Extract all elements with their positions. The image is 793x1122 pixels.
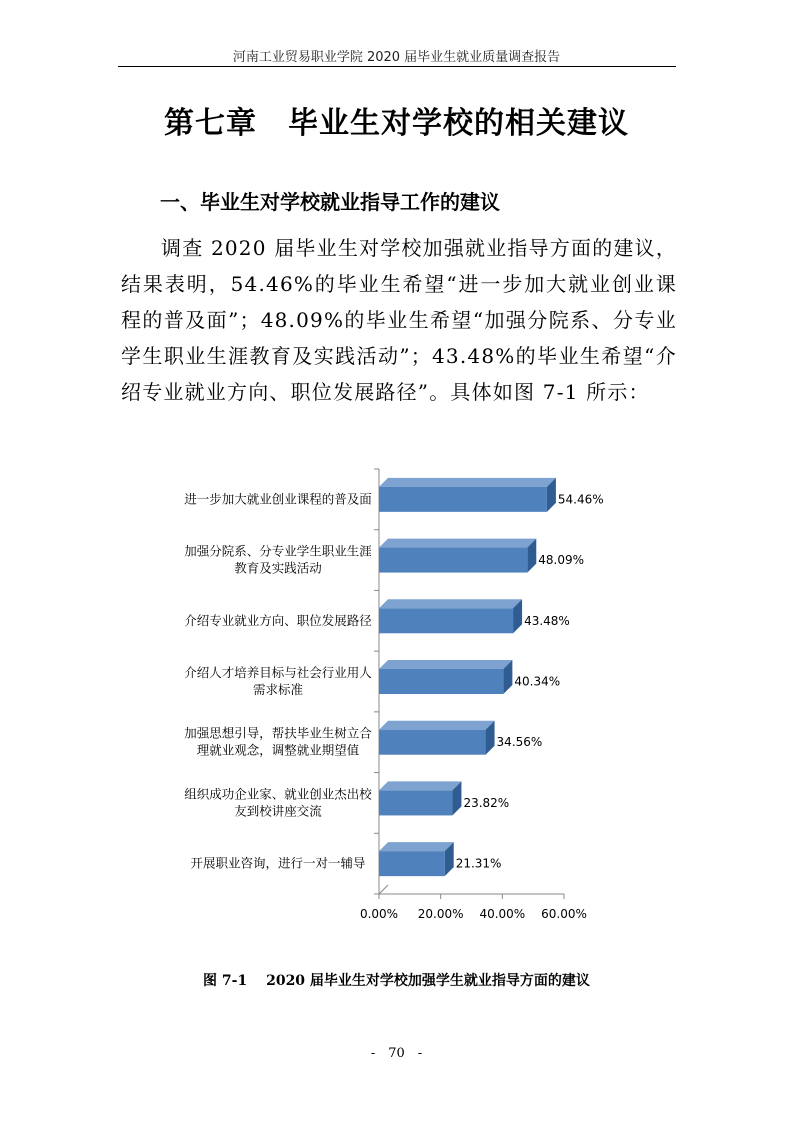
bar — [379, 487, 547, 512]
category-label: 介绍人才培养目标与社会行业用人 — [184, 665, 372, 680]
chapter-title: 第七章 毕业生对学校的相关建议 — [164, 106, 629, 141]
category-label: 介绍专业就业方向、职位发展路径 — [184, 612, 372, 628]
bar-top-face — [379, 842, 454, 851]
x-tick-label: 60.00% — [541, 907, 587, 920]
category-label: 教育及实践活动 — [234, 560, 322, 576]
bar-top-face — [379, 660, 512, 669]
category-label: 开展职业咨询，进行一对一辅导 — [190, 855, 366, 871]
page-number: - 70 - — [370, 1046, 423, 1061]
bar-top-face — [379, 781, 461, 790]
running-header: 河南工业贸易职业学院 2020 届毕业生就业质量调查报告 — [232, 50, 561, 65]
bar-top-face — [379, 478, 556, 487]
bar-value-label: 40.34% — [514, 674, 561, 689]
bar-top-face — [379, 539, 536, 548]
bar — [379, 730, 486, 755]
header-rule — [118, 66, 676, 67]
bar — [379, 790, 452, 815]
bar — [379, 851, 445, 876]
category-label: 进一步加大就业创业课程的普及面 — [184, 491, 372, 507]
bar-value-label: 21.31% — [455, 856, 502, 871]
bar-value-label: 23.82% — [463, 795, 510, 810]
bar-top-face — [379, 599, 522, 608]
suggestion-bar-chart — [110, 440, 670, 920]
x-tick-label: 0.00% — [359, 907, 399, 920]
category-label: 组织成功企业家、就业创业杰出校 — [184, 786, 372, 802]
category-label: 理就业观念，调整就业期望值 — [196, 742, 360, 758]
x-tick-label: 40.00% — [479, 907, 526, 920]
bar — [379, 669, 503, 694]
category-label: 加强思想引导，帮扶毕业生树立合 — [184, 725, 372, 741]
bar-value-label: 43.48% — [524, 613, 570, 628]
bar — [379, 608, 513, 633]
bar-value-label: 34.56% — [496, 735, 543, 750]
bar-top-face — [379, 721, 495, 730]
figure-caption: 图 7-1 2020 届毕业生对学校加强学生就业指导方面的建议 — [203, 973, 590, 989]
bar — [379, 548, 527, 573]
category-label: 加强分院系、分专业学生职业生涯 — [184, 543, 372, 559]
x-tick-label: 20.00% — [417, 907, 464, 920]
axis-corner — [379, 885, 388, 894]
section-title: 一、毕业生对学校就业指导工作的建议 — [160, 190, 500, 214]
category-label: 友到校讲座交流 — [234, 803, 322, 819]
body-paragraph: 调查 2020 届毕业生对学校加强就业指导方面的建议，结果表明，54.46%的毕业生希望“进一步加大就业创业课程的普及面”；48.09%的毕业生希望“加强分院系、分专业学生职业生涯教育及实践活动”；43.48%的毕业生希望“介绍专业就业方向、职位发展路径”。具体如图 7-1 所示： — [121, 236, 678, 404]
category-label: 需求标准 — [252, 682, 304, 697]
bar-value-label: 48.09% — [538, 553, 585, 568]
bar-value-label: 54.46% — [557, 492, 604, 507]
